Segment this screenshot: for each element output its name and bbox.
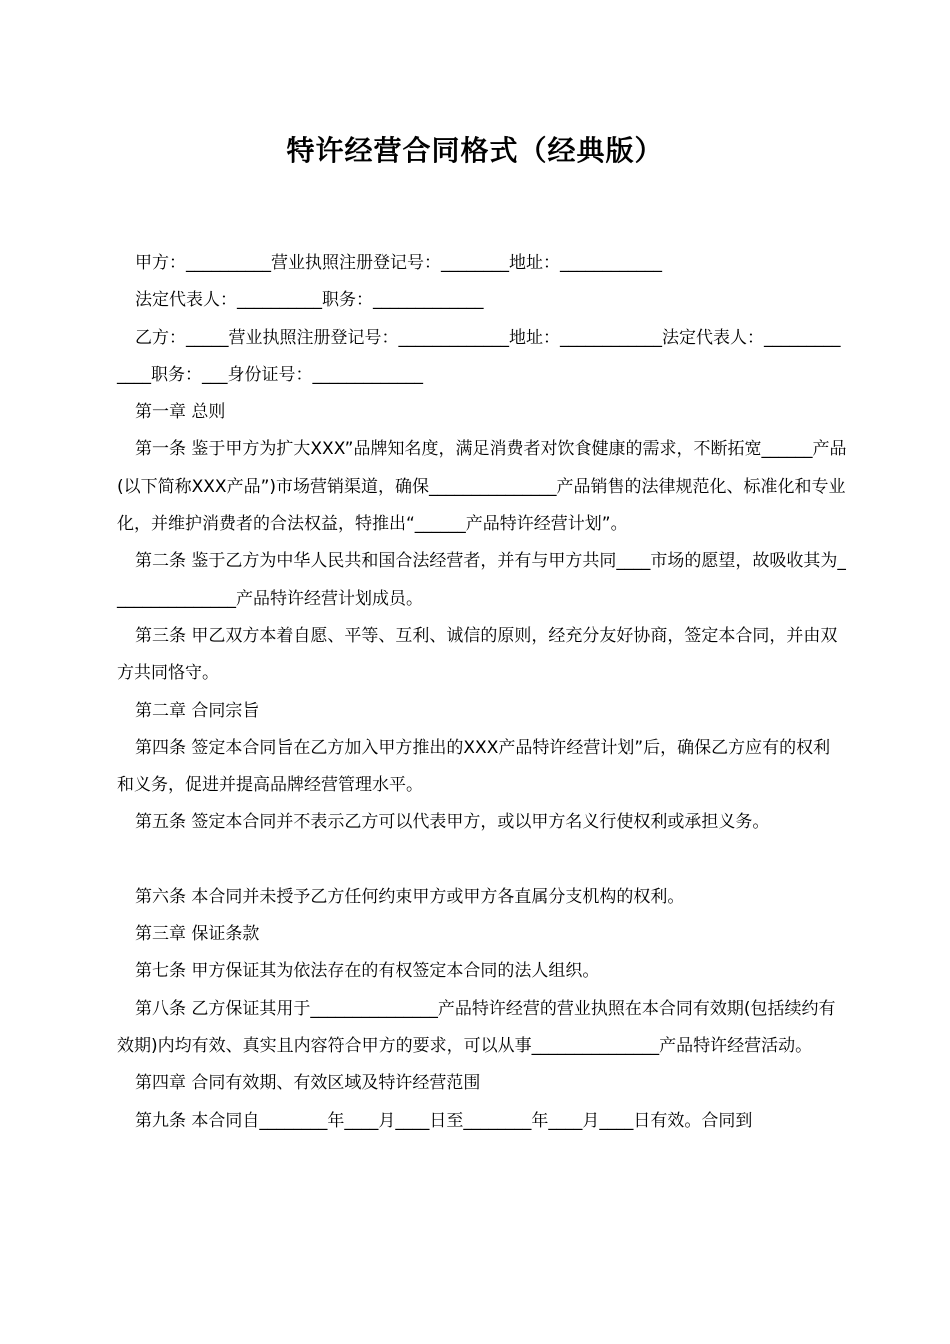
article-4: 第四条 签定本合同旨在乙方加入甲方推出的XXX产品特许经营计划”后，确保乙方应有的权利和义务，促进并提高品牌经营管理水平。 bbox=[117, 737, 831, 796]
document-title: 特许经营合同格式（经典版） bbox=[286, 134, 664, 167]
article-1: 第一条 鉴于甲方为扩大XXX”品牌知名度，满足消费者对饮食健康的需求，不断拓宽______产品(以下简称XXX产品”)市场营销渠道，确保_______________产品销售的法律规范化、标准化和专业化，并维护消费者的合法权益，特推出“______产品特许经营计划”。 bbox=[117, 439, 847, 535]
chapter-2-heading: 第二章 合同宗旨 bbox=[135, 700, 260, 721]
document-body bbox=[117, 245, 847, 1140]
party-a-line: 甲方：__________营业执照注册登记号：________地址：____________ bbox=[135, 253, 662, 273]
article-5: 第五条 签定本合同并不表示乙方可以代表甲方，或以甲方名义行使权利或承担义务。 bbox=[135, 812, 770, 833]
article-7: 第七条 甲方保证其为依法存在的有权签定本合同的法人组织。 bbox=[135, 961, 600, 982]
article-6: 第六条 本合同并未授予乙方任何约束甲方或甲方各直属分支机构的权利。 bbox=[135, 886, 685, 907]
article-9: 第九条 本合同自________年____月____日至________年____月____日有效。合同到 bbox=[135, 1110, 753, 1131]
party-a-representative-line: 法定代表人：__________职务：_____________ bbox=[135, 290, 484, 311]
article-3: 第三条 甲乙双方本着自愿、平等、互利、诚信的原则，经充分友好协商，签定本合同，并由双方共同恪守。 bbox=[117, 625, 838, 684]
paragraph-gap bbox=[117, 842, 847, 879]
party-b-line: 乙方：_____营业执照注册登记号：_____________地址：____________法定代表人：_____________职务：___身份证号：_____________ bbox=[117, 327, 841, 385]
chapter-3-heading: 第三章 保证条款 bbox=[135, 924, 260, 945]
chapter-1-heading: 第一章 总则 bbox=[135, 402, 226, 423]
chapter-4-heading: 第四章 合同有效期、有效区域及特许经营范围 bbox=[135, 1073, 481, 1094]
article-8: 第八条 乙方保证其用于_______________产品特许经营的营业执照在本合同有效期(包括续约有效期)内均有效、真实且内容符合甲方的要求，可以从事_______________产品特许经营活动。 bbox=[117, 998, 836, 1056]
article-2: 第二条 鉴于乙方为中华人民共和国合法经营者，并有与甲方共同____市场的愿望，故吸收其为_______________产品特许经营计划成员。 bbox=[117, 551, 846, 609]
